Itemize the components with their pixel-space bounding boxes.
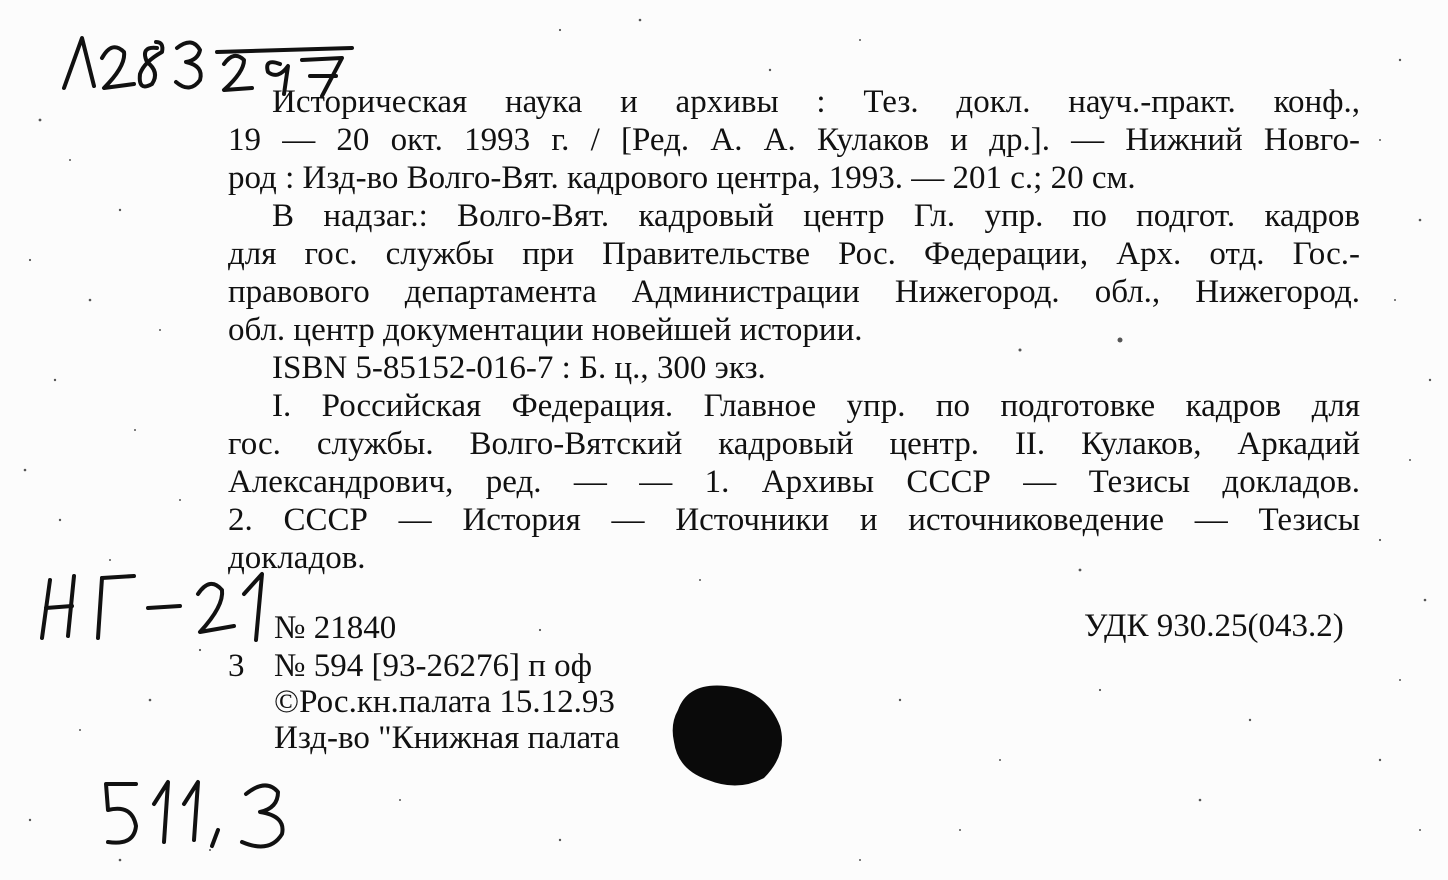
- record-line-6: правового департамента Администрации Нижегород. обл., Нижегород.: [228, 274, 1360, 310]
- copy-count: 3: [228, 648, 245, 684]
- record-line-5: для гос. службы при Правительстве Рос. Федерации, Арх. отд. Гос.-: [228, 236, 1360, 272]
- record-line-9: I. Российская Федерация. Главное упр. по подготовке кадров для: [272, 388, 1360, 424]
- record-line-10: гос. службы. Волго-Вятский кадровый центр. II. Кулаков, Аркадий: [228, 426, 1360, 462]
- record-line-12: 2. СССР — История — Источники и источниковедение — Тезисы: [228, 502, 1360, 538]
- record-isbn-line: ISBN 5-85152-016-7 : Б. ц., 300 экз.: [272, 350, 766, 386]
- handwritten-classification-code: [96, 770, 326, 860]
- udk-code: УДК 930.25(043.2): [1084, 608, 1344, 644]
- card-number: № 21840: [274, 610, 397, 646]
- copyright-line: ©Рос.кн.палата 15.12.93: [274, 684, 615, 720]
- record-line-13: докладов.: [228, 540, 366, 576]
- publisher-line: Изд-во "Книжная палата: [274, 720, 620, 756]
- record-line-3: род : Изд-во Волго-Вят. кадрового центра, 1993. — 201 с.; 20 см.: [228, 160, 1136, 196]
- record-line-1: Историческая наука и архивы : Тез. докл. науч.-практ. конф.,: [272, 84, 1360, 120]
- handwritten-classification-drawing: [96, 770, 326, 860]
- record-line-7: обл. центр документации новейшей истории.: [228, 312, 863, 348]
- record-line-4: В надзаг.: Волго-Вят. кадровый центр Гл. упр. по подгот. кадров: [272, 198, 1360, 234]
- handwritten-shelf-code: [30, 560, 280, 650]
- record-line-2: 19 — 20 окт. 1993 г. / [Ред. А. А. Кулаков и др.]. — Нижний Новго-: [228, 122, 1360, 158]
- ink-blot: [668, 680, 788, 790]
- record-line-11: Александрович, ред. — — 1. Архивы СССР — Тезисы докладов.: [228, 464, 1360, 500]
- order-line: № 594 [93-26276] п оф: [274, 648, 592, 684]
- handwritten-shelf-code-drawing: [30, 560, 280, 650]
